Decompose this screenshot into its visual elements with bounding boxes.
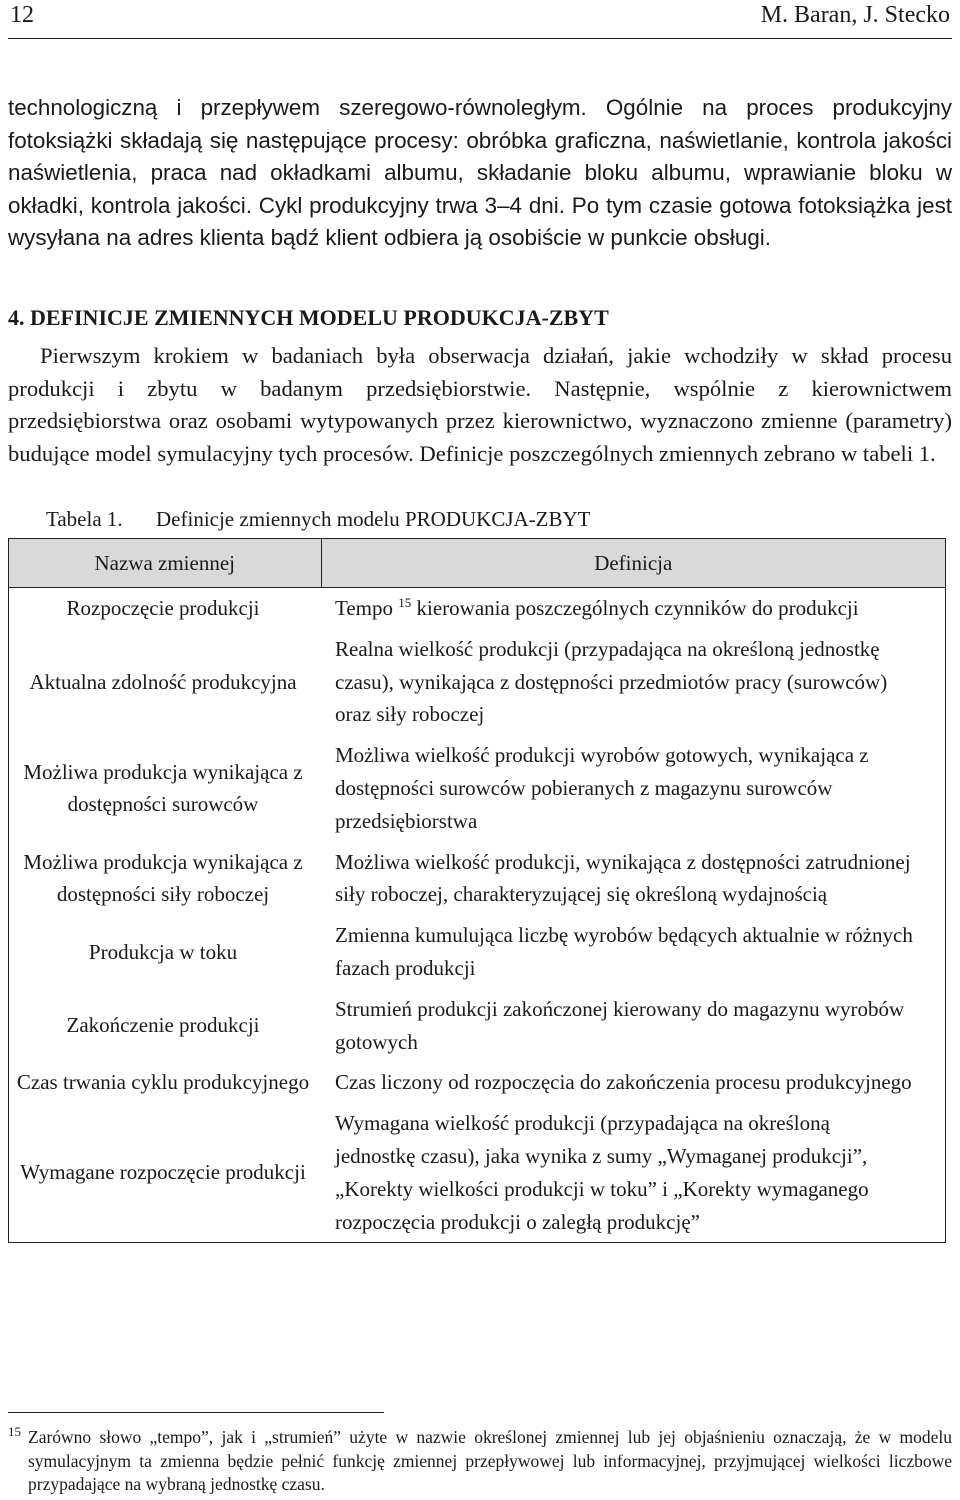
variable-definition: Wymagana wielkość produkcji (przypadająca na określoną jednostkę czasu), jaka wynika z sumy „Wymaganej produkcji”, „Korekty wielkości produkcji w toku” i „Korekty wymaganego rozpoczęcia produkcji o zaległą produkcję” (321, 1103, 946, 1243)
table-header-row (9, 539, 946, 588)
table-row (9, 735, 946, 841)
variable-name: Zakończenie produkcji (66, 1013, 260, 1038)
definitions-table (8, 538, 946, 1243)
variable-name: Czas trwania cyklu produkcyjnego (16, 1070, 310, 1095)
variable-name: Możliwa produkcja wynikająca z dostępności surowców (23, 759, 303, 817)
table-row (9, 989, 946, 1063)
footnote-number: 15 (8, 1424, 21, 1439)
table-row (9, 915, 946, 989)
variable-name: Wymagane rozpoczęcie produkcji (9, 1103, 322, 1243)
variable-definition (321, 588, 946, 629)
variable-definition: Realna wielkość produkcji (przypadająca na określoną jednostkę czasu), wynikająca z dostępności przedmiotów pracy (surowców) oraz siły roboczej (335, 636, 888, 727)
footnote-separator (8, 1412, 384, 1413)
footnote-reference[interactable]: 15 (398, 595, 412, 610)
table-caption (46, 507, 591, 532)
intro-paragraph: technologiczną i przepływem szeregowo-równoległym. Ogólnie na proces produkcyjny fotoksiążki składają się następujące procesy: obróbka graficzna, naświetlanie, kontrola jakości naświetlenia, praca nad okładkami albumu, składanie bloku albumu, wprawianie bloku w okładki, kontrola jakości. Cykl produkcyjny trwa 3–4 dni. Po tym czasie gotowa fotoksiążka jest wysyłana na adres klienta bądź klient odbiera ją osobiście w punkcie obsługi. (8, 95, 952, 250)
variable-definition: Możliwa wielkość produkcji wyrobów gotowych, wynikająca z dostępności surowców pobieranych z magazynu surowców przedsiębiorstwa (335, 743, 869, 833)
variable-name: Rozpoczęcie produkcji (66, 596, 260, 620)
column-header-name: Nazwa zmiennej (9, 539, 322, 588)
variable-name: Produkcja w toku (88, 939, 238, 964)
page-number: 12 (10, 2, 34, 28)
table-row (9, 842, 946, 916)
variable-name: Możliwa produkcja wynikająca z dostępności siły roboczej (23, 849, 303, 907)
variable-definition: Strumień produkcji zakończonej kierowany do magazynu wyrobów gotowych (335, 996, 905, 1054)
table-row (9, 1062, 946, 1103)
footnote (8, 1426, 952, 1497)
definition-prefix: Tempo (335, 596, 394, 620)
variable-definition: Czas liczony od rozpoczęcia do zakończenia procesu produkcyjnego (335, 1070, 912, 1095)
table-row (9, 629, 946, 735)
table-caption-label: Tabela 1. (46, 507, 123, 531)
section-heading: 4. DEFINICJE ZMIENNYCH MODELU PRODUKCJA-ZBYT (8, 305, 609, 330)
running-head-authors: M. Baran, J. Stecko (760, 2, 950, 28)
variable-name: Aktualna zdolność produkcyjna (29, 669, 297, 694)
table-row (9, 588, 946, 629)
definition-rest: kierowania poszczególnych czynników do produkcji (416, 596, 859, 620)
column-header-definition: Definicja (321, 539, 946, 588)
variable-definition: Zmienna kumulująca liczbę wyrobów będących aktualnie w różnych fazach produkcji (335, 923, 913, 980)
footnote-text: Zarówno słowo „tempo”, jak i „strumień” użyte w nazwie określonej zmiennej lub jej objaśnieniu oznaczają, że w modelu symulacyjnym ta zmienna będzie pełnić funkcję zmiennej przepływowej lub informacyjnej, przyjmującej wielkości liczbowe przypadające na wybraną jednostkę czasu. (28, 1427, 952, 1494)
table-caption-title: Definicje zmiennych modelu PRODUKCJA-ZBYT (156, 507, 591, 531)
variable-definition: Możliwa wielkość produkcji, wynikająca z dostępności zatrudnionej siły roboczej, charakteryzującej się określoną wydajnością (335, 849, 911, 907)
table-row (9, 1103, 946, 1243)
section-paragraph: Pierwszym krokiem w badaniach była obserwacja działań, jakie wchodziły w skład procesu produkcji i zbytu w badanym przedsiębiorstwie. Następnie, wspólnie z kierownictwem przedsiębiorstwa oraz osobami wytypowanych przez kierownictwo, wyznaczono zmienne (parametry) budujące model symulacyjny tych procesów. Definicje poszczególnych zmiennych zebrano w tabeli 1. (8, 343, 952, 466)
page-header (8, 0, 952, 39)
